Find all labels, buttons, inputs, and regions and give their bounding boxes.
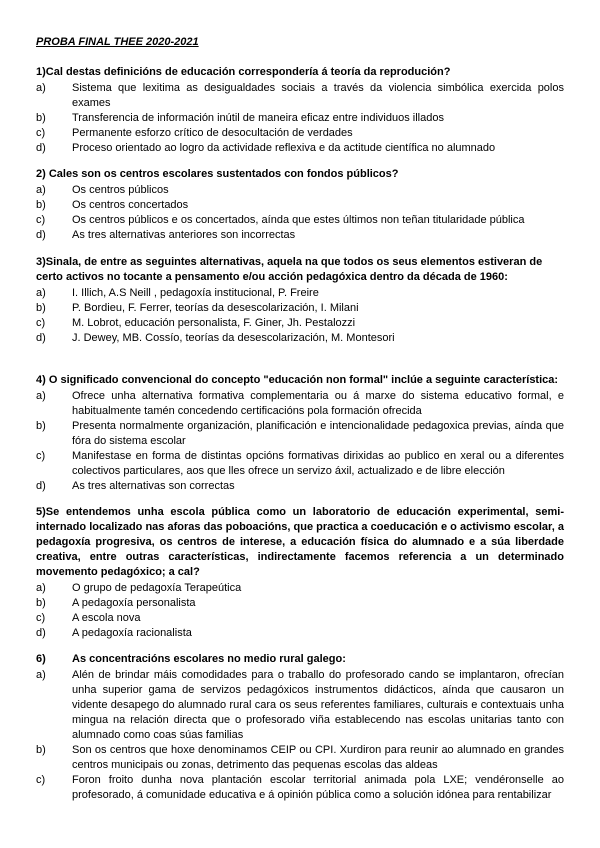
option-c[interactable]: c) Manifestase en forma de distintas opcións formativas dirixidas ao publico en xeral ou a diferentes colectivos particulares, aos que lles ofrece un servizo áxil, actualizado e de libre elección [36,450,564,477]
question-text: 3)Sinala, de entre as seguintes alternativas, aquela na que todos os seus elementos estiveran de certo activos no tocante a pensamento e/ou acción pedagóxica dentro da década de 1960: [36,256,543,283]
option-b[interactable]: b) Presenta normalmente organización, planificación e intencionalidade pedagoxica previas, aínda que fóra do sistema escolar [36,420,564,447]
option-d[interactable]: d) As tres alternativas son correctas [36,480,235,492]
document-title: PROBA FINAL THEE 2020-2021 [36,36,199,48]
option-d[interactable]: d) J. Dewey, MB. Cossío, teorías da desescolarización, M. Montesori [36,332,395,344]
option-b[interactable]: b) P. Bordieu, F. Ferrer, teorías da desescolarización, I. Milani [36,302,359,314]
option-a[interactable]: a) Os centros públicos [36,184,169,196]
option-b[interactable]: b) Son os centros que hoxe denominamos CEIP ou CPI. Xurdiron para reunir ao alumnado en grandes centros municipais ou zonas, detrimento das pequenas escolas das aldeas [36,744,564,771]
option-b[interactable]: b) Transferencia de información inútil de maneira eficaz entre individuos illados [36,112,444,124]
question-text: 4) O significado convencional do concepto "educación non formal" inclúe a seguinte característica: [36,374,559,386]
question-text: 6) As concentracións escolares no medio rural galego: [36,653,346,665]
option-c[interactable]: c) M. Lobrot, educación personalista, F. Giner, Jh. Pestalozzi [36,317,356,329]
option-a[interactable]: a) Ofrece unha alternativa formativa complementaria ou á marxe do sistema educativo formal, e habitualmente tamén concedendo certificacións pola formación ofrecida [36,390,564,417]
question-text: 5)Se entendemos unha escola pública como un laboratorio de educación experimental, semi-internado localizado nas aforas das poboacións, que practica a coeducación e o activismo escolar, a pedagoxía progresiva, os centros de interese, a educación física do alumnado e a súa liberdade creativa, entre outras características, indirectamente facemos referencia a un determinado movemento pedagóxico; a cal? [36,506,564,578]
option-c[interactable]: c) Foron froito dunha nova plantación escolar territorial animada pola LXE; vendéronselle ao profesorado, á comunidade educativa e á opinión pública como a solución idónea para rentabilizar [36,774,564,801]
option-c[interactable]: c) Os centros públicos e os concertados, aínda que estes últimos non teñan titularidade pública [36,214,525,226]
question-1 [36,65,564,156]
option-a[interactable]: a) I. Illich, A.S Neill , pedagoxía institucional, P. Freire [36,287,319,299]
question-text: 1)Cal destas definicións de educación correspondería á teoría da reprodución? [36,66,451,78]
question-6 [36,652,564,803]
option-a[interactable]: a) Sistema que lexitima as desigualdades sociais a través da violencia simbólica exercida polos exames [36,82,564,109]
question-2 [36,167,564,243]
option-d[interactable]: d) Proceso orientado ao logro da actividade reflexiva e da actitude científica no alumnado [36,142,496,154]
question-3 [36,255,564,346]
option-a[interactable]: a) O grupo de pedagoxía Terapeútica [36,582,242,594]
question-4 [36,373,564,494]
option-a[interactable]: a) Alén de brindar máis comodidades para o traballo do profesorado cando se implantaron, ofrecían unha superior gama de servizos pedagóxicos instrumentos didácticos, aínda que causaron un vidente desapego do alumnado rural cara os seus referentes familiares, culturais e contextuais unha mingua na relación directa que o profesorado viña establecendo nas escolas unitarias tanto con alumnado como coas súas familias [36,669,564,741]
option-b[interactable]: b) Os centros concertados [36,199,189,211]
question-5 [36,505,564,641]
option-d[interactable]: d) As tres alternativas anteriores son incorrectas [36,229,296,241]
option-d[interactable]: d) A pedagoxía racionalista [36,627,192,639]
question-text: 2) Cales son os centros escolares sustentados con fondos públicos? [36,168,399,180]
option-c[interactable]: c) Permanente esforzo crítico de desocultación de verdades [36,127,353,139]
option-c[interactable]: c) A escola nova [36,612,141,624]
option-b[interactable]: b) A pedagoxía personalista [36,597,196,609]
